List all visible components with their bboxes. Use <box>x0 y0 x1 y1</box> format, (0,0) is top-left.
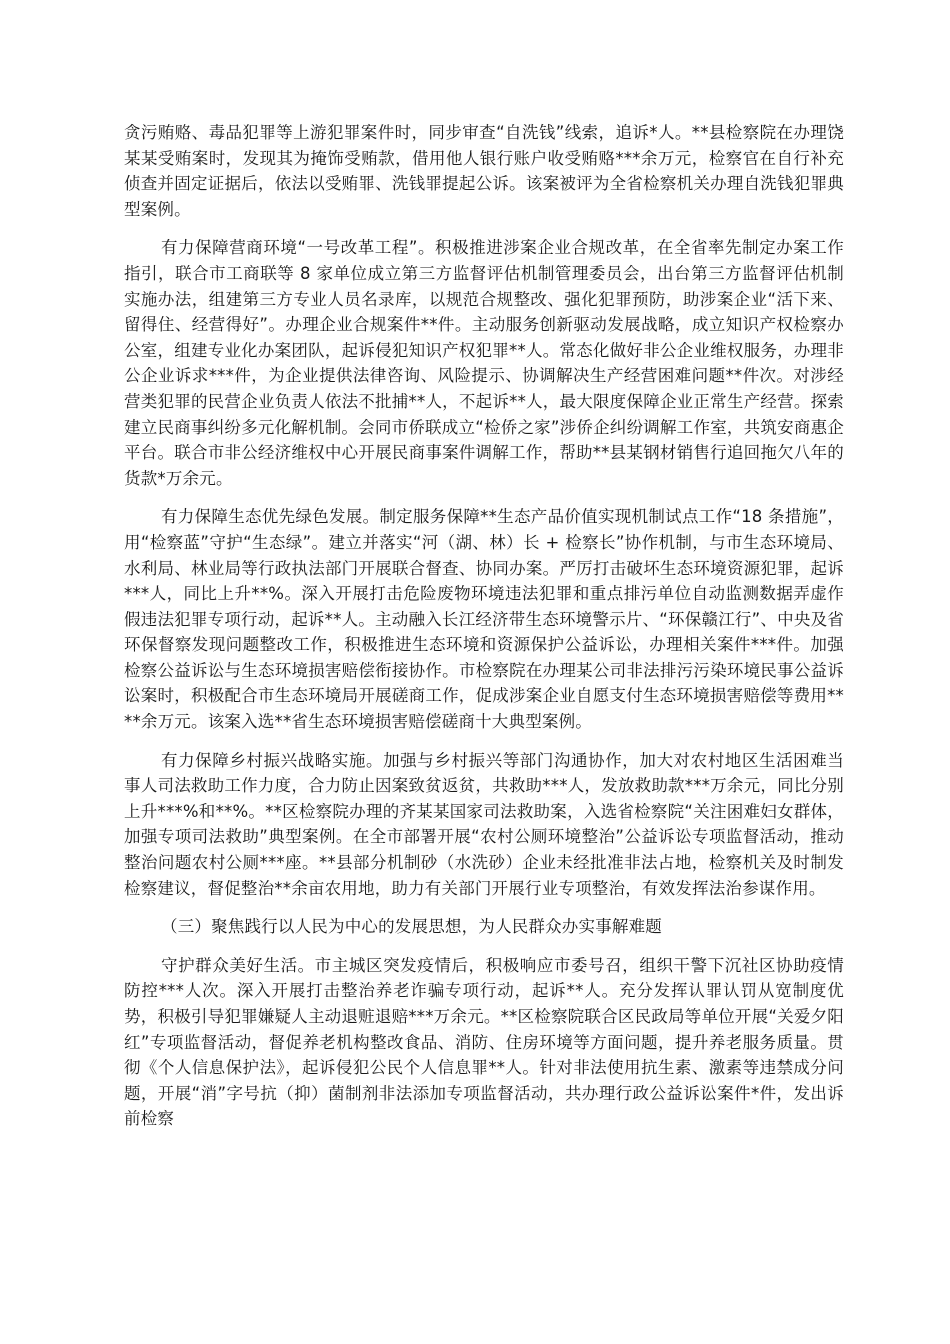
paragraph-rural-revitalization: 有力保障乡村振兴战略实施。加强与乡村振兴等部门沟通协作，加大对农村地区生活困难当事人司法救助工作力度，合力防止因案致贫返贫，共救助***人，发放救助款***万余元，同比分别上升***%和**%。**区检察院办理的齐某某国家司法救助案，入选省检察院“关注困难妇女群体，加强专项司法救助”典型案例。在全市部署开展“农村公厕环境整治”公益诉讼专项监督活动，推动整治问题农村公厕***座。**县部分机制砂（水洗砂）企业未经批准非法占地，检察机关及时制发检察建议，督促整治**余亩农用地，助力有关部门开展行业专项整治，有效发挥法治参谋作用。 <box>124 750 844 898</box>
section-heading: （三）聚焦践行以人民为中心的发展思想，为人民群众办实事解难题 <box>161 917 662 937</box>
paragraph-people-livelihood: 守护群众美好生活。市主城区突发疫情后，积极响应市委号召，组织干警下沉社区协助疫情防控***人次。深入开展打击整治养老诈骗专项行动，起诉**人。充分发挥认罪认罚从宽制度优势，积极引导犯罪嫌疑人主动退赃退赔***万余元。**区检察院联合区民政局等单位开展“关爱夕阳红”专项监督活动，督促养老机构整改食品、消防、住房环境等方面问题，提升养老服务质量。贯彻《个人信息保护法》，起诉侵犯公民个人信息罪**人。针对非法使用抗生素、激素等违禁成分问题，开展“消”字号抗（抑）菌制剂非法添加专项监督活动，共办理行政公益诉讼案件*件，发出诉前检察 <box>124 955 844 1129</box>
paragraph-continuation: 贪污贿赂、毒品犯罪等上游犯罪案件时，同步审查“自洗钱”线索，追诉*人。**县检察院在办理饶某某受贿案时，发现其为掩饰受贿款，借用他人银行账户收受贿赂***余万元，检察官在自行补充侦查并固定证据后，依法以受贿罪、洗钱罪提起公诉。该案被评为全省检察机关办理自洗钱犯罪典型案例。 <box>124 123 844 219</box>
paragraph-ecology: 有力保障生态优先绿色发展。制定服务保障**生态产品价值实现机制试点工作“18 条措施”，用“检察蓝”守护“生态绿”。建立并落实“河（湖、林）长 + 检察长”协作机制，与市生态环境局、水利局、林业局等行政执法部门开展联合督查、协同办案。严厉打击破坏生态环境资源犯罪，起诉***人，同比上升**%。深入开展打击危险废物环境违法犯罪和重点排污单位自动监测数据弄虚作假违法犯罪专项行动，起诉**人。主动融入长江经济带生态环境警示片、“环保赣江行”、中央及省环保督察发现问题整改工作，积极推进生态环境和资源保护公益诉讼，办理相关案件***件。加强检察公益诉讼与生态环境损害赔偿衔接协作。市检察院在办理某公司非法排污污染环境民事公益诉讼案时，积极配合市生态环境局开展磋商工作，促成涉案企业自愿支付生态环境损害赔偿等费用****余万元。该案入选**省生态环境损害赔偿磋商十大典型案例。 <box>124 507 844 732</box>
document-page <box>124 120 844 1145</box>
paragraph-business-environment: 有力保障营商环境“一号改革工程”。积极推进涉案企业合规改革，在全省率先制定办案工作指引，联合市工商联等 8 家单位成立第三方监督评估机制管理委员会，出台第三方监督评估机制实施办法，组建第三方专业人员名录库，以规范合规整改、强化犯罪预防，助涉案企业“活下来、留得住、经营得好”。办理企业合规案件**件。主动服务创新驱动发展战略，成立知识产权检察办公室，组建专业化办案团队，起诉侵犯知识产权犯罪**人。常态化做好非公企业维权服务，办理非公企业诉求***件，为企业提供法律咨询、风险提示、协调解决生产经营困难问题**件次。对涉经营类犯罪的民营企业负责人依法不批捕**人，不起诉**人，最大限度保障企业正常生产经营。探索建立民商事纠纷多元化解机制。会同市侨联成立“检侨之家”涉侨企纠纷调解工作室，共筑安商惠企平台。联合市非公经济维权中心开展民商事案件调解工作，帮助**县某钢材销售行追回拖欠八年的货款*万余元。 <box>124 238 844 488</box>
